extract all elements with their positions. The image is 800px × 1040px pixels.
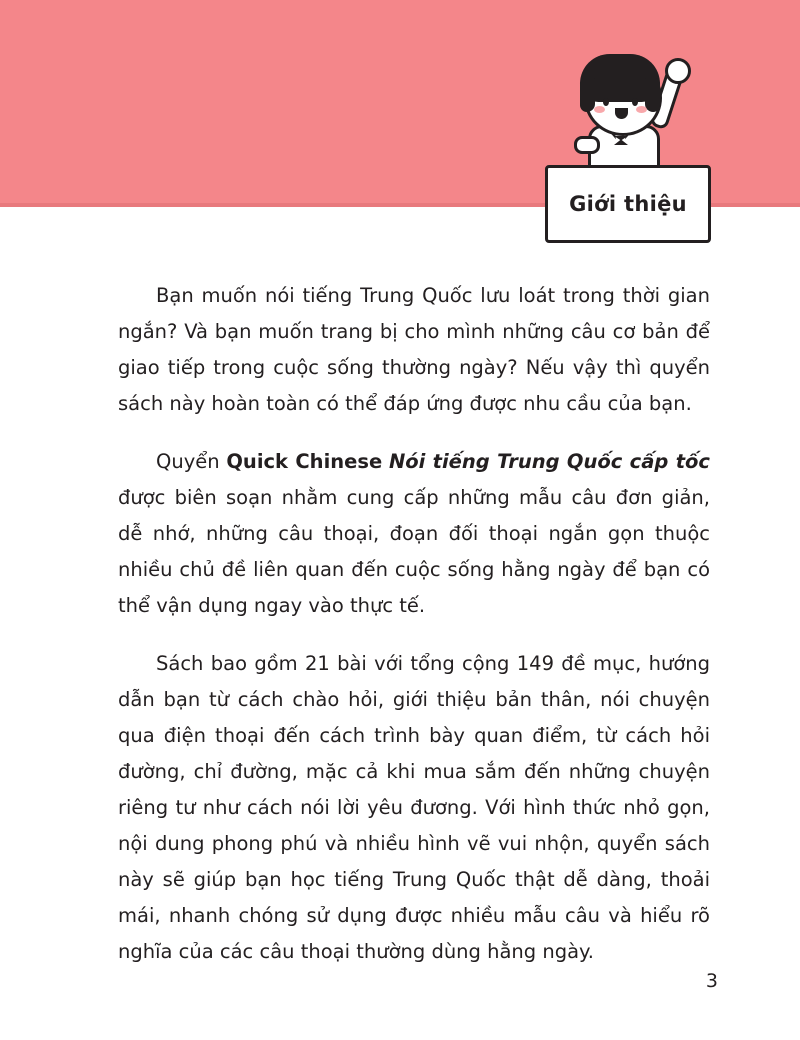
section-title-label: Giới thiệu [569, 192, 687, 216]
mascot-eye-right [632, 98, 638, 106]
mascot-right-hand [665, 58, 691, 84]
paragraph: Sách bao gồm 21 bài với tổng cộng 149 đề mục, hướng dẫn bạn từ cách chào hỏi, giới thiệu bản thân, nói chuyện qua điện thoại đến cách trình bày quan điểm, từ cách hỏi đường, chỉ đường, mặc cả khi mua sắm đến những chuyện riêng tư như cách nói lời yêu đương. Với hình thức nhỏ gọn, nội dung phong phú và nhiều hình vẽ vui nhộn, quyển sách này sẽ giúp bạn học tiếng Trung Quốc thật dễ dàng, thoải mái, nhanh chóng sử dụng được nhiều mẫu câu và hiểu rõ nghĩa của các câu thoại thường dùng hằng ngày. [118, 652, 710, 963]
mascot-eye-left [603, 98, 609, 106]
mascot-hair-left [580, 78, 595, 112]
mascot-illustration [560, 50, 710, 180]
page-number: 3 [705, 970, 718, 992]
paragraph: Bạn muốn nói tiếng Trung Quốc lưu loát trong thời gian ngắn? Và bạn muốn trang bị cho mình những câu cơ bản để giao tiếp trong cuộc sống thường ngày? Nếu vậy thì quyển sách này hoàn toàn có thể đáp ứng được nhu cầu của bạn. [118, 284, 710, 415]
section-title-sign [545, 165, 711, 243]
mascot-left-arm [574, 136, 600, 154]
paragraph: Quyển Quick Chinese Nói tiếng Trung Quốc cấp tốc được biên soạn nhằm cung cấp những mẫu câu đơn giản, dễ nhớ, những câu thoại, đoạn đối thoại ngắn gọn thuộc nhiều chủ đề liên quan đến cuộc sống hằng ngày để bạn có thể vận dụng ngay vào thực tế. [118, 450, 710, 617]
mascot-cheek-right [636, 106, 647, 113]
mascot-hair-right [645, 78, 660, 112]
body-content [118, 278, 710, 970]
mascot-cheek-left [594, 106, 605, 113]
